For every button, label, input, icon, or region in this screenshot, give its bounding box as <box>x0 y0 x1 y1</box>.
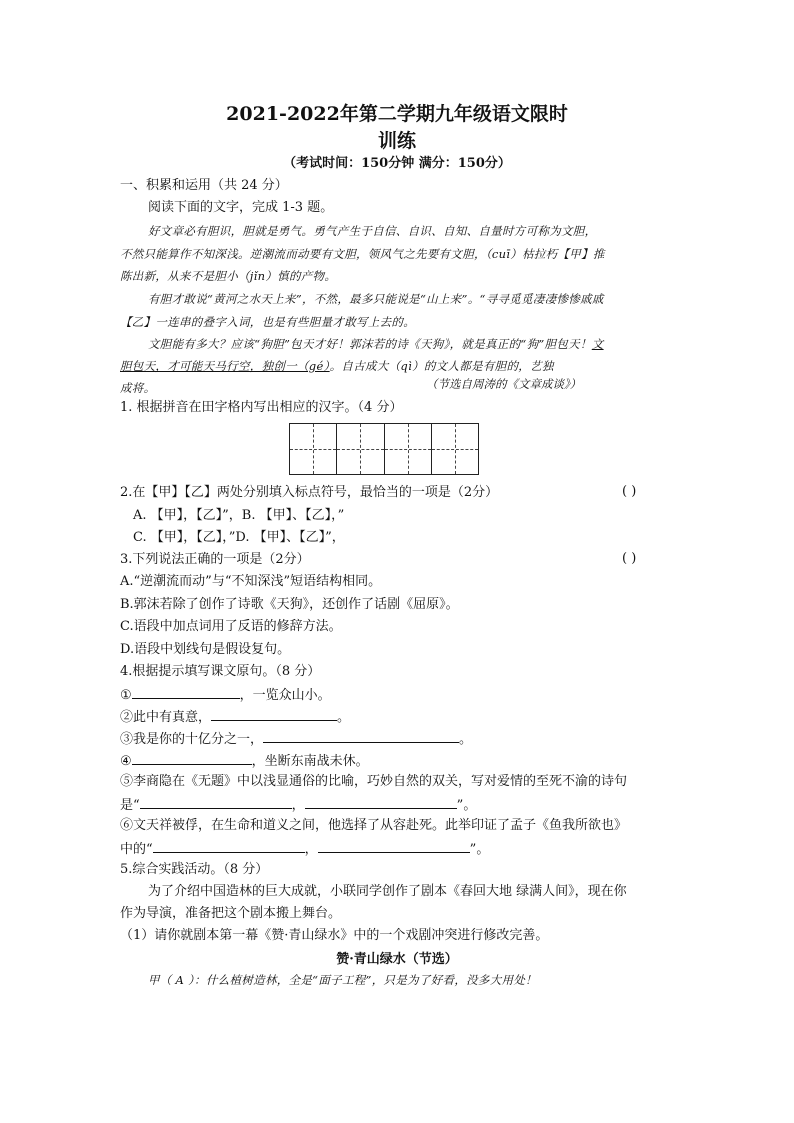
passage-text: 文胆能有多大？应该“狗胆”包天才好！郭沫若的诗《天狗》，就是真正的“狗”胆包天！ <box>148 337 592 351</box>
question-2-options-cd: C. 【甲】，【乙】，”D. 【甲】、【乙】”， <box>133 530 345 545</box>
grid-cell[interactable] <box>337 424 384 474</box>
underlined-sentence: 文 <box>591 337 604 351</box>
item-period: 。 <box>337 710 351 725</box>
question-3-option-d: D.语段中划线句是假设复句。 <box>120 642 291 657</box>
answer-blank[interactable] <box>263 729 459 743</box>
exam-title-line2: 训练 <box>377 130 416 152</box>
question-3-option-c: C.语段中加点词用了反语的修辞方法。 <box>120 619 342 634</box>
answer-blank[interactable] <box>132 685 240 699</box>
scene-title: 赞·青山绿水（节选） <box>336 952 458 967</box>
fill-item-3 <box>120 729 690 749</box>
passage-line: 不然只能算作不知深浅。逆潮流而动要有文胆，领风气之先要有文胆，（cuī）枯拉朽【甲】推 <box>120 247 605 261</box>
answer-blank[interactable] <box>132 751 252 765</box>
item-text: ②此中有真意， <box>120 710 212 725</box>
item-comma: ， <box>304 842 318 857</box>
fill-item-5 <box>120 795 690 815</box>
section-heading: 一、积累和运用（共 24 分） <box>120 178 288 193</box>
item-period: 。 <box>459 732 473 747</box>
item-text: 中的“ <box>120 842 153 857</box>
fill-item-2 <box>120 707 690 727</box>
answer-blank[interactable] <box>140 795 292 809</box>
question-5-sub1: （1）请你就剧本第一幕《赞·青山绿水》中的一个戏剧冲突进行修改完善。 <box>120 928 549 943</box>
answer-bracket[interactable]: ( ) <box>622 484 637 499</box>
passage-source: （节选自周涛的《文章成谈》） <box>426 377 582 391</box>
question-5-intro: 作为导演，准备把这个剧本搬上舞台。 <box>120 906 342 921</box>
passage-line <box>148 335 718 353</box>
fill-item-1 <box>120 685 690 705</box>
passage-line <box>120 357 690 375</box>
question-2: 2.在【甲】【乙】两处分别填入标点符号，最恰当的一项是（2分） <box>120 485 499 500</box>
passage-line: 好文章必有胆识，胆就是勇气。勇气产生于自信、自识、自知、自量时方可称为文胆， <box>148 224 597 238</box>
item-number: ④ <box>120 754 132 769</box>
answer-bracket[interactable]: ( ) <box>622 551 637 566</box>
fill-item-6-text: ⑥文天祥被俘，在生命和道义之间，他选择了从容赴死。此举印证了孟子《鱼我所欲也》 <box>120 818 628 833</box>
question-3-option-a: A.“逆潮流而动”与“不知深浅”短语结构相同。 <box>120 574 382 589</box>
answer-blank[interactable] <box>318 839 470 853</box>
item-close: ”。 <box>456 798 477 813</box>
item-text: ，坐断东南战未休。 <box>251 754 369 769</box>
question-3-option-b: B.郭沫若除了创作了诗歌《天狗》，还创作了话剧《屈原》。 <box>120 597 459 612</box>
passage-text: 。自古成大（qì）的文人都是有胆的，艺独 <box>329 359 554 373</box>
question-3: 3.下列说法正确的一项是（2分） <box>120 552 310 567</box>
item-text: ③我是你的十亿分之一， <box>120 732 264 747</box>
reading-instruction: 阅读下面的文字，完成 1-3 题。 <box>148 200 334 215</box>
item-comma: ， <box>291 798 305 813</box>
answer-blank[interactable] <box>305 795 457 809</box>
fill-item-5-text: ⑤李商隐在《无题》中以浅显通俗的比喻，巧妙自然的双关，写对爱情的至死不渝的诗句 <box>120 774 628 789</box>
item-close: ”。 <box>469 842 490 857</box>
grid-cell[interactable] <box>432 424 478 474</box>
fill-item-4 <box>120 751 690 771</box>
question-4: 4.根据提示填写课文原句。（8 分） <box>120 664 321 679</box>
grid-cell[interactable] <box>385 424 432 474</box>
question-2-options-ab: A. 【甲】，【乙】”，B. 【甲】、【乙】，” <box>133 508 345 523</box>
item-text: 是“ <box>120 798 140 813</box>
answer-blank[interactable] <box>153 839 305 853</box>
underlined-sentence: 胆包天，才可能天马行空，独创一（gé） <box>120 359 330 373</box>
exam-title-line1: 2021-2022年第二学期九年级语文限时 <box>226 103 568 125</box>
passage-line: 陈出新，从来不是胆小（jǐn）慎的产物。 <box>120 269 337 283</box>
tianzige-grid[interactable] <box>289 423 479 475</box>
answer-blank[interactable] <box>211 707 337 721</box>
item-number: ① <box>120 688 132 703</box>
question-5-intro: 为了介绍中国造林的巨大成就，小联同学创作了剧本《春回大地 绿满人间》，现在你 <box>148 884 627 899</box>
question-5: 5.综合实践活动。（8 分） <box>120 862 269 877</box>
fill-item-6 <box>120 839 690 859</box>
item-text: ，一览众山小。 <box>239 688 331 703</box>
passage-line: 【乙】一连串的叠字入词，也是有些胆量才敢写上去的。 <box>120 315 415 329</box>
exam-info: （考试时间：150分钟 满分：150分） <box>283 156 511 171</box>
question-1: 1. 根据拼音在田字格内写出相应的汉字。（4 分） <box>120 400 403 415</box>
grid-cell[interactable] <box>290 424 337 474</box>
passage-line: 有胆才敢说“黄河之水天上来”，不然，最多只能说是“山上来”。“寻寻觅觅凄凄惨惨戚戚 <box>148 292 604 306</box>
passage-line: 成将。 <box>120 381 156 395</box>
script-line: 甲（ A ）：什么植树造林，全是“面子工程”，只是为了好看，没多大用处！ <box>148 973 537 987</box>
